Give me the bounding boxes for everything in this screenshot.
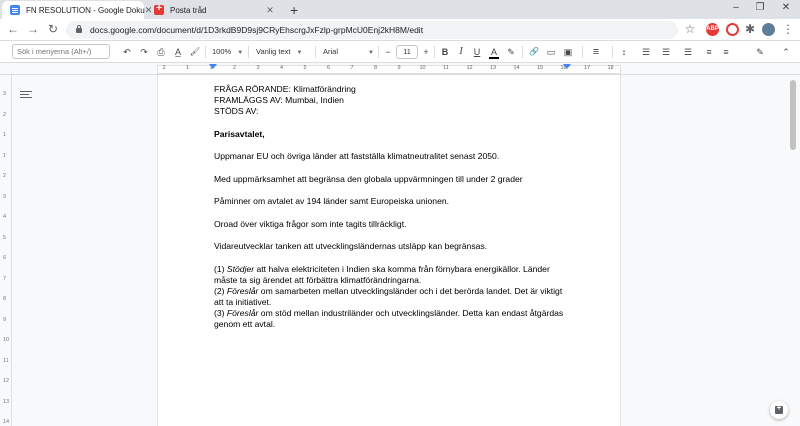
left-indent-marker[interactable] <box>209 64 217 69</box>
doc-list-item: (2) Föreslår om samarbeten mellan utvecklingsländer och i det berörda landet. Det är viktigt att ta initiativet. <box>214 285 563 307</box>
restore-button[interactable]: ❐ <box>755 2 765 13</box>
ruler-number: 13 <box>489 65 497 71</box>
add-comment-button[interactable]: ▭ <box>546 47 556 57</box>
doc-paragraph: Vidareutvecklar tanken att utvecklingsländernas utsläpp kan begränsas. <box>214 241 488 251</box>
doc-line-question: FRÅGA RÖRANDE: Klimatförändring <box>214 84 356 94</box>
ruler-number: 2 <box>232 65 237 71</box>
ruler-number: 2 <box>162 65 166 71</box>
decrease-indent-button[interactable]: ≡ <box>706 47 712 57</box>
bold-button[interactable]: B <box>441 47 449 57</box>
tab-google-docs[interactable] <box>2 1 153 19</box>
undo-button[interactable]: ↶ <box>123 47 131 57</box>
increase-font-size-button[interactable]: + <box>423 47 429 57</box>
chevron-down-icon: ▼ <box>296 50 303 56</box>
checklist-button[interactable]: ☰ <box>641 47 651 57</box>
forward-button[interactable]: → <box>27 22 39 36</box>
ruler-number: 1 <box>209 65 213 71</box>
decrease-font-size-button[interactable]: − <box>385 47 391 57</box>
font-value: Arial <box>323 47 339 56</box>
tab-strip <box>0 0 800 19</box>
back-button[interactable]: ← <box>7 22 19 36</box>
italic-button[interactable]: I <box>459 46 463 57</box>
ruler-number: 10 <box>419 65 426 71</box>
document-outline-icon[interactable] <box>20 91 32 102</box>
vertical-ruler <box>0 75 12 426</box>
vertical-ruler-number: 1 <box>3 132 7 138</box>
vertical-ruler-number: 3 <box>3 193 7 200</box>
vertical-ruler-number: 8 <box>3 296 7 302</box>
ruler-number: 17 <box>583 65 591 71</box>
paint-format-button[interactable]: 🖌 <box>189 47 201 56</box>
tab-posta-trad[interactable] <box>146 1 282 19</box>
ruler-number: 12 <box>466 65 473 71</box>
text-color-button[interactable]: A <box>490 47 497 57</box>
extensions-puzzle-icon[interactable]: ✱ <box>744 22 756 36</box>
toolbar-divider <box>434 46 435 58</box>
ruler-number: 5 <box>303 65 307 71</box>
tab-title: Posta tråd <box>170 5 207 15</box>
horizontal-ruler <box>0 63 800 75</box>
doc-line-supported-by: STÖDS AV: <box>214 106 259 116</box>
align-button[interactable]: ≡ <box>592 46 600 58</box>
extension-red-icon[interactable] <box>726 23 739 36</box>
ruler-number: 7 <box>350 65 354 71</box>
ruler-number: 3 <box>256 65 260 71</box>
toolbar-divider <box>582 46 583 58</box>
vertical-ruler-number: 2 <box>3 111 7 118</box>
insert-image-button[interactable]: ▣ <box>563 47 573 57</box>
ruler-number: 6 <box>326 65 331 71</box>
vertical-ruler-number: 13 <box>3 398 10 405</box>
line-spacing-button[interactable]: ↕ <box>621 47 627 57</box>
toolbar-divider <box>378 46 379 58</box>
ruler-number: 14 <box>513 65 520 71</box>
blank-line <box>214 117 566 129</box>
lock-icon <box>76 28 82 33</box>
ruler-number: 1 <box>185 65 190 71</box>
zoom-value: 100% <box>212 47 232 56</box>
zoom-dropdown[interactable] <box>212 45 243 59</box>
toolbar-divider <box>522 46 523 58</box>
close-tab-icon[interactable]: ✕ <box>144 4 153 15</box>
style-dropdown[interactable] <box>256 45 302 59</box>
ruler-number: 15 <box>536 65 544 71</box>
insert-link-button[interactable]: 🔗 <box>529 47 539 56</box>
doc-list-item: (1) Stödjer att halva elektriciteten i Indien ska komma från förnybara energikällor. Länder måste ta sig ärendet att förbättra klimatförändringarna. <box>214 263 550 285</box>
toolbar-divider <box>612 46 613 58</box>
right-indent-marker[interactable] <box>563 64 571 69</box>
doc-line-submitted-by: FRAMLÄGGS AV: Mumbai, Indien <box>214 95 344 105</box>
vertical-ruler-number: 14 <box>3 419 10 425</box>
vertical-ruler-number: 9 <box>3 316 7 323</box>
blank-line <box>214 162 566 174</box>
document-body[interactable] <box>214 84 566 330</box>
explore-button[interactable] <box>770 401 788 419</box>
doc-list-item: (3) Föreslår om stöd mellan industriländer och utvecklingsländer. Detta kan endast åtgärdas genom ett avtal. <box>214 307 564 329</box>
font-dropdown[interactable] <box>323 45 378 59</box>
vertical-ruler-number: 7 <box>3 275 7 282</box>
vertical-scrollbar[interactable] <box>790 80 796 150</box>
redo-button[interactable]: ↷ <box>140 47 148 57</box>
blank-line <box>214 252 566 264</box>
ruler-number: 16 <box>560 65 567 71</box>
ruler-number: 11 <box>443 65 449 71</box>
docs-toolbar <box>0 41 800 63</box>
vertical-ruler-number: 11 <box>3 357 9 364</box>
minimize-button[interactable]: – <box>733 2 739 13</box>
toolbar-divider <box>315 46 316 58</box>
bookmark-star-icon[interactable]: ☆ <box>684 22 696 36</box>
toolbar-divider <box>205 46 206 58</box>
ruler-track[interactable] <box>157 65 621 74</box>
vertical-ruler-number: 3 <box>3 91 7 97</box>
vertical-ruler-number: 1 <box>3 152 7 159</box>
spellcheck-button[interactable]: A̲ <box>174 47 181 57</box>
reload-button[interactable]: ↻ <box>47 22 59 36</box>
print-button[interactable]: ⎙ <box>157 47 165 57</box>
vertical-ruler-number: 6 <box>3 255 7 261</box>
vertical-ruler-number: 10 <box>3 337 10 343</box>
font-size-input[interactable]: 11 <box>396 45 418 59</box>
vertical-ruler-number: 4 <box>3 214 7 220</box>
text-color-swatch <box>489 57 499 59</box>
doc-paragraph: Påminner om avtalet av 194 länder samt Europeiska unionen. <box>214 196 450 206</box>
vertical-ruler-number: 5 <box>3 234 7 241</box>
toolbar-divider <box>248 46 249 58</box>
browser-menu-icon[interactable]: ⋮ <box>782 22 794 36</box>
editing-mode-button[interactable]: ✎ <box>756 47 764 57</box>
ruler-number: 18 <box>607 65 614 71</box>
numbered-list-button[interactable]: ☰ <box>683 47 693 57</box>
blank-line <box>214 207 566 219</box>
underline-button[interactable]: U <box>473 47 481 57</box>
menu-search-input[interactable] <box>12 44 110 59</box>
close-tab-icon[interactable]: ✕ <box>266 4 274 15</box>
doc-paragraph: Oroad över viktiga frågor som inte tagits tillräckligt. <box>214 218 407 229</box>
blank-line <box>214 185 566 197</box>
url-bar[interactable] <box>66 21 678 39</box>
document-page[interactable] <box>157 75 621 426</box>
collapse-toolbar-button[interactable]: ⌃ <box>782 47 790 57</box>
doc-heading: Parisavtalet, <box>214 128 265 139</box>
vertical-ruler-number: 2 <box>3 173 7 179</box>
style-value: Vanlig text <box>256 47 291 56</box>
url-text: docs.google.com/document/d/1D3rkdB9D9sj9CRyEhscrgJxFzlp-grpMcU0Enj2kH8M/edit <box>90 25 424 35</box>
blank-line <box>214 140 566 152</box>
chevron-down-icon: ▼ <box>237 50 244 56</box>
new-tab-button[interactable]: + <box>290 2 299 18</box>
doc-paragraph: Med uppmärksamhet att begränsa den globala uppvärmningen till under 2 grader <box>214 173 523 184</box>
profile-avatar[interactable] <box>762 23 775 36</box>
vertical-ruler-number: 12 <box>3 378 10 384</box>
ruler-number: 9 <box>397 65 401 71</box>
highlight-color-button[interactable]: ✎ <box>507 47 515 57</box>
doc-paragraph: Uppmanar EU och övriga länder att fastställa klimatneutralitet senast 2050. <box>214 151 500 161</box>
chevron-down-icon: ▼ <box>368 50 374 56</box>
adblock-extension-icon[interactable]: ABP <box>706 23 719 36</box>
ruler-number: 8 <box>373 65 378 71</box>
blank-line <box>214 230 566 242</box>
posta-favicon-icon <box>154 5 164 15</box>
google-docs-icon <box>10 5 20 15</box>
increase-indent-button[interactable]: ≡ <box>723 47 729 57</box>
close-window-button[interactable]: ✕ <box>781 2 791 13</box>
bulleted-list-button[interactable]: ☰ <box>661 47 671 57</box>
ruler-number: 4 <box>279 65 284 71</box>
tab-title: FN RESOLUTION - Google Doku <box>26 5 145 15</box>
address-bar-row <box>0 19 800 41</box>
